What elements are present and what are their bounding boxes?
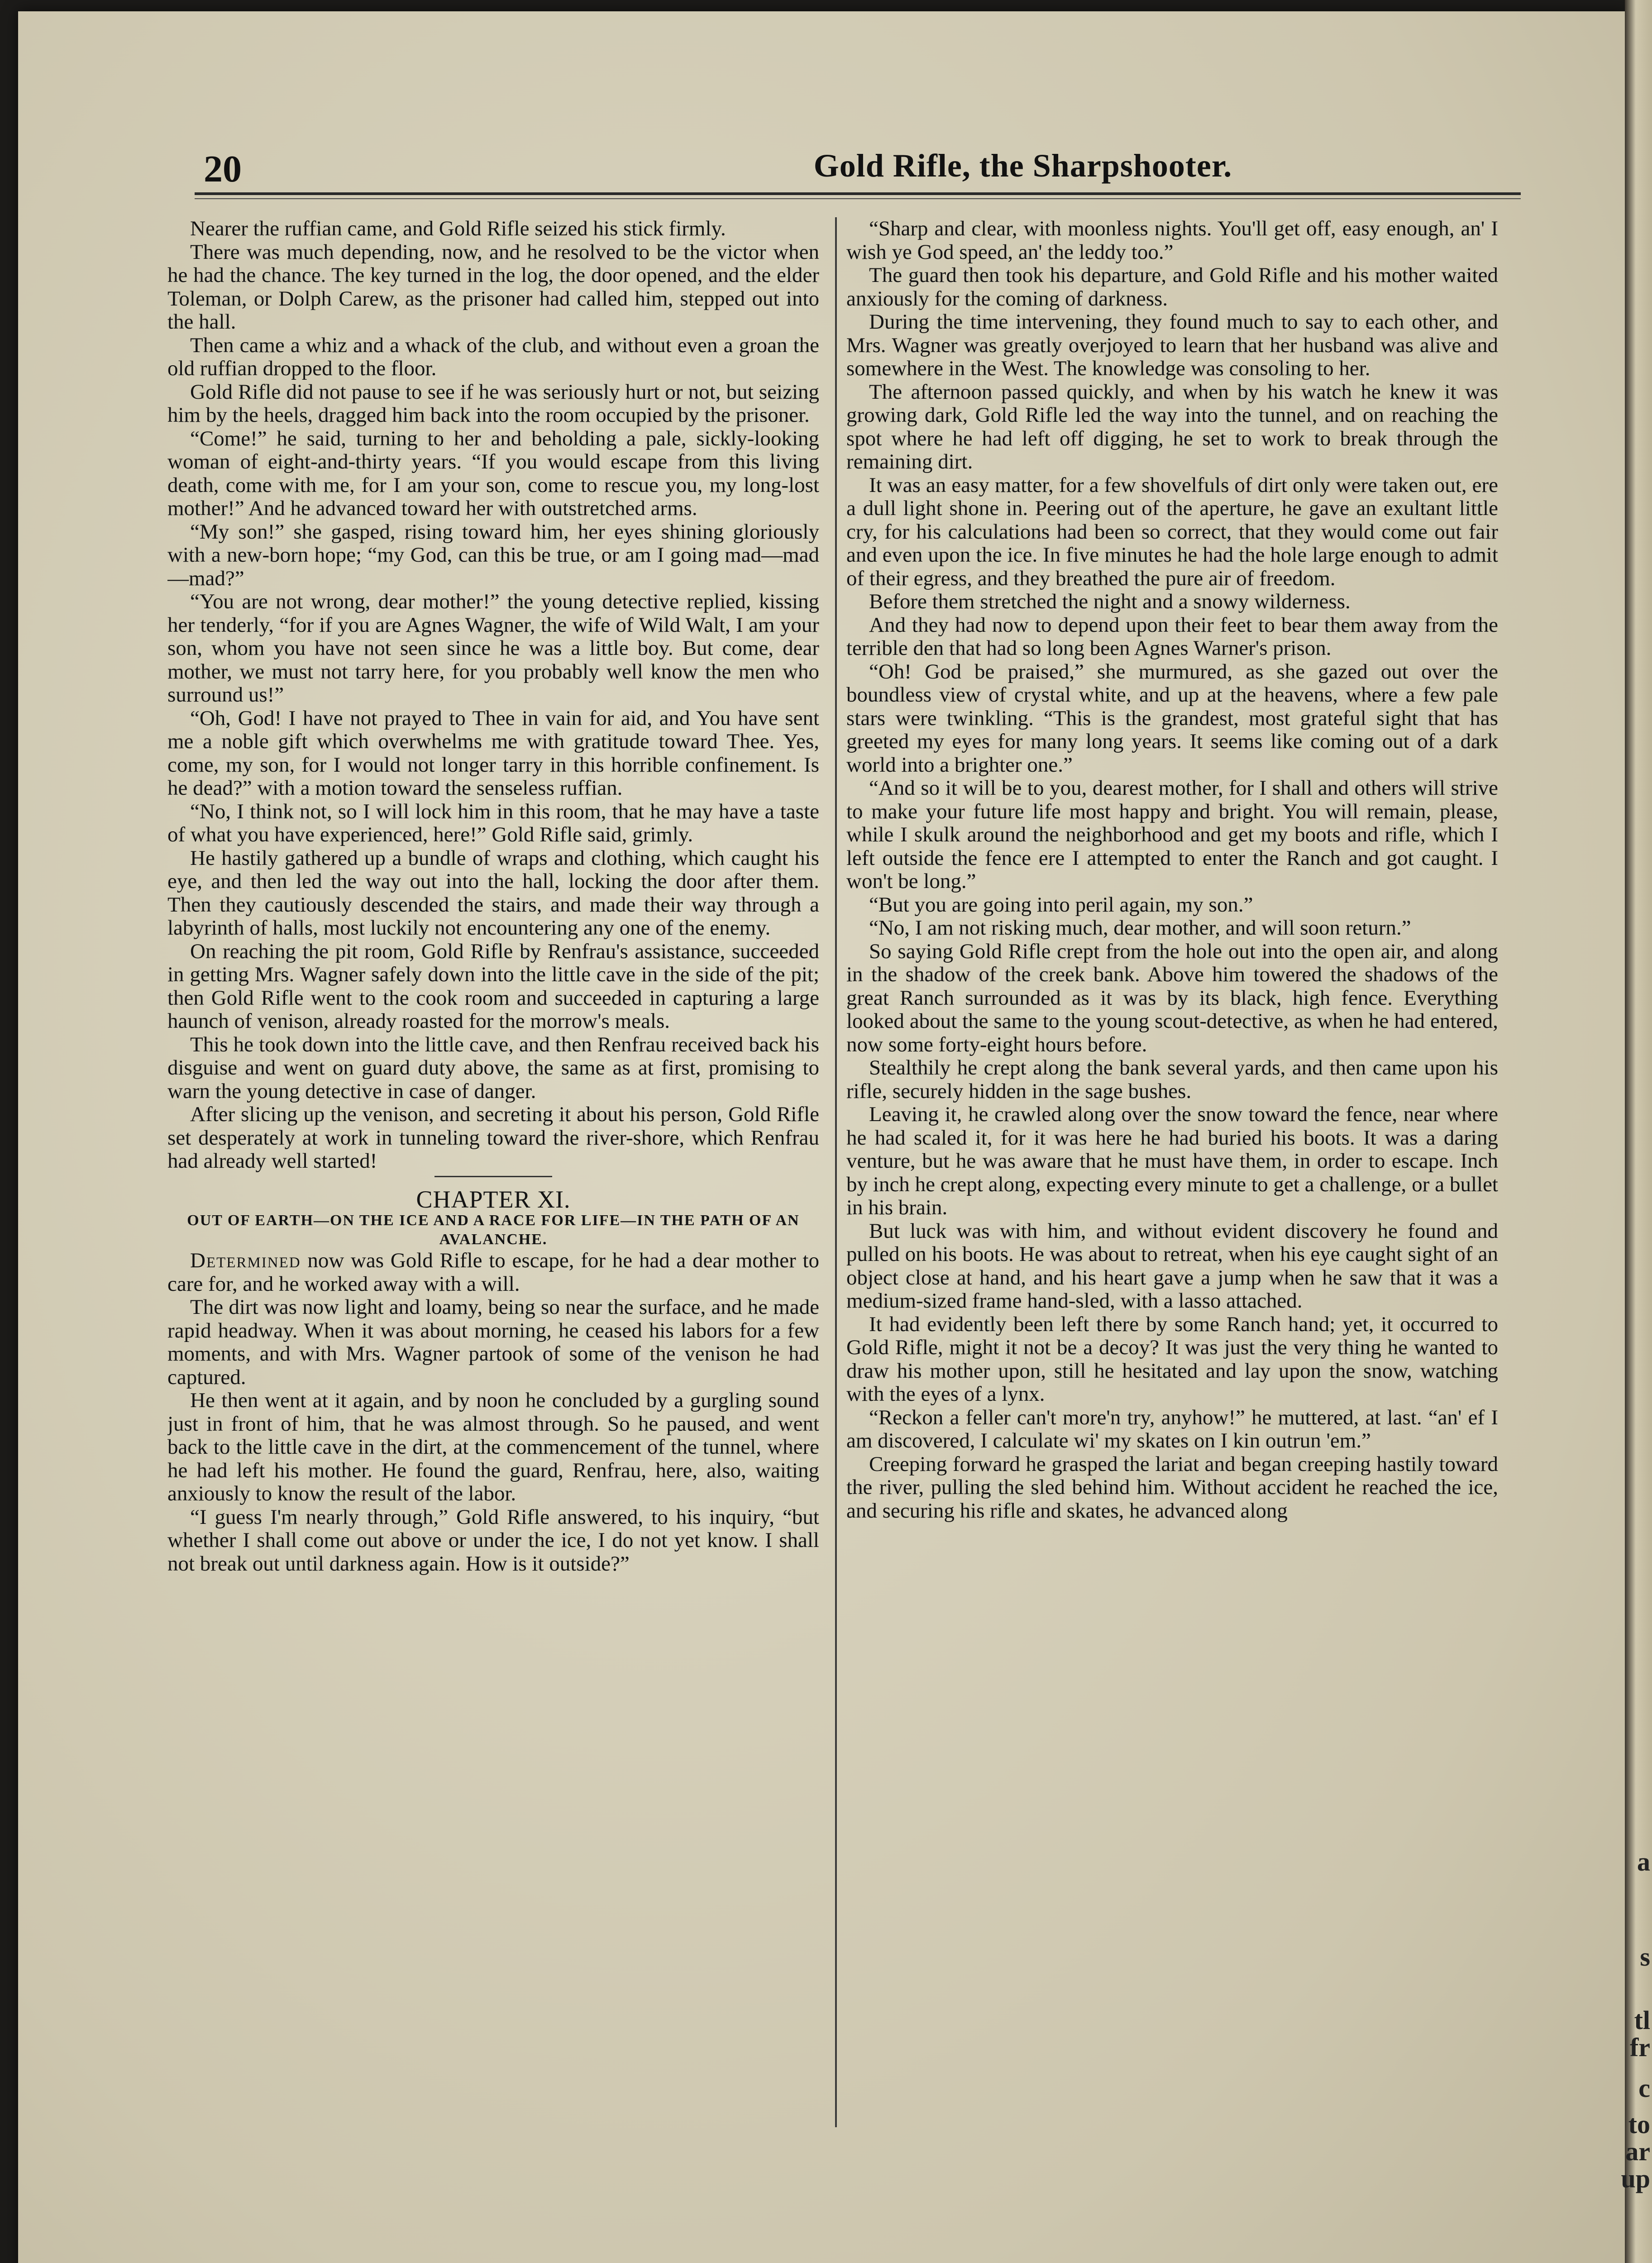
page-header xyxy=(186,143,1534,192)
edge-fragment: ar xyxy=(1625,2137,1650,2166)
paragraph: It was an easy matter, for a few shovelfuls of dirt only were taken out, ere a dull light shone in. Peering out of the aperture, he gave an exultant little cry, for his calculations had been so correct, that they would come out fair and even upon the ice. In five minutes he had the hole large enough to admit of their egress, and they breathed the pure air of freedom. xyxy=(846,473,1498,590)
chapter-subtitle: OUT OF EARTH—ON THE ICE AND A RACE FOR LIFE—IN THE PATH OF AN AVALANCHE. xyxy=(187,1212,800,1248)
paragraph: So saying Gold Rifle crept from the hole out into the open air, and along in the shadow of the creek bank. Above him towered the shadows of the great Ranch surrounded as it was by its black, high fence. Everything looked about the same to the young scout-detective, as when he had entered, now some forty-eight hours before. xyxy=(846,939,1498,1056)
paragraph: Before them stretched the night and a snowy wilderness. xyxy=(869,590,1351,613)
paragraph: “No, I am not risking much, dear mother, and will soon return.” xyxy=(869,916,1411,940)
paragraph: “My son!” she gasped, rising toward him, her eyes shining gloriously with a new-born hope; “my God, can this be true, or am I going mad—mad—mad?” xyxy=(167,520,819,590)
paragraph: This he took down into the little cave, and then Renfrau received back his disguise and went on guard duty above, the same as at first, promising to warn the young detective in case of danger. xyxy=(167,1032,819,1103)
paragraph: “No, I think not, so I will lock him in this room, that he may have a taste of what you have experienced, here!” Gold Rifle said, grimly. xyxy=(167,799,819,846)
paragraph: And they had now to depend upon their feet to bear them away from the terrible den that had so long been Agnes Warner's prison. xyxy=(846,613,1498,660)
page-number: 20 xyxy=(204,148,242,190)
paragraph: Nearer the ruffian came, and Gold Rifle seized his stick firmly. xyxy=(190,217,726,240)
paragraph: Stealthily he crept along the bank several yards, and then came upon his rifle, securely hidden in the sage bushes. xyxy=(846,1056,1498,1103)
chapter-rule xyxy=(434,1176,552,1177)
lead-word: Determined xyxy=(190,1249,301,1272)
edge-fragment: s xyxy=(1640,1942,1650,1972)
edge-fragment: tl xyxy=(1634,2005,1650,2035)
paragraph: “Oh! God be praised,” she murmured, as she gazed out over the boundless view of crystal white, and up at the heavens, where a few pale stars were twinkling. “This is the grandest, most grateful sight that has greeted my eyes for many long years. It seems like coming out of a dark world into a brighter one.” xyxy=(846,659,1498,777)
header-rule-thin xyxy=(195,198,1521,199)
paragraph: “Oh, God! I have not prayed to Thee in vain for aid, and You have sent me a noble gift which overwhelms me with gratitude toward Thee. Yes, come, my son, for I would not longer tarry in this horrible confinement. Is he dead?” with a motion toward the senseless ruffian. xyxy=(167,706,819,800)
paragraph: The afternoon passed quickly, and when by his watch he knew it was growing dark, Gold Rifle led the way into the tunnel, and on reaching the spot where he had left off digging, he set to work to break through the remaining dirt. xyxy=(846,380,1498,473)
paragraph: It had evidently been left there by some Ranch hand; yet, it occurred to Gold Rifle, might it not be a decoy? It was just the very thing he wanted to draw his mother upon, still he hesitated and lay upon the snow, watching with the eyes of a lynx. xyxy=(846,1312,1498,1406)
paragraph: Creeping forward he grasped the lariat and began creeping hastily toward the river, pulling the sled behind him. Without accident he reached the ice, and securing his rifle and skates, he advanced along xyxy=(846,1452,1498,1523)
paragraph: During the time intervening, they found much to say to each other, and Mrs. Wagner was greatly overjoyed to learn that her husband was alive and somewhere in the West. The knowledge was consoling to her. xyxy=(846,310,1498,380)
paragraph: “But you are going into peril again, my son.” xyxy=(869,893,1253,917)
edge-fragment: a xyxy=(1637,1847,1650,1876)
paragraph: “Come!” he said, turning to her and beholding a pale, sickly-looking woman of eight-and-thirty years. “If you would escape from this living death, come with me, for I am your son, come to rescue you, my long-lost mother!” And he advanced toward her with outstretched arms. xyxy=(167,426,819,520)
header-rule xyxy=(195,192,1521,195)
paragraph: “Reckon a feller can't more'n try, anyhow!” he muttered, at last. “an' ef I am discovered, I calculate wi' my skates on I kin outrun 'em.” xyxy=(846,1405,1498,1452)
edge-fragment: fr xyxy=(1629,2033,1650,2062)
paragraph xyxy=(167,1249,819,1296)
paragraph: Leaving it, he crawled along over the snow toward the fence, near where he had scaled it, for it was here he had buried his boots. It was a daring venture, but he was aware that he must have them, in order to escape. Inch by inch he crept along, expecting every minute to get a challenge, or a bullet in his brain. xyxy=(846,1103,1498,1219)
column-divider xyxy=(835,217,837,2127)
paragraph-text: now was Gold Rifle to escape, for he had a dear mother to care for, and he worked away with a will. xyxy=(167,1249,819,1296)
paragraph: “I guess I'm nearly through,” Gold Rifle answered, to his inquiry, “but whether I shall come out above or under the ice, I do not yet know. I shall not break out until darkness again. How is it outside?” xyxy=(167,1505,819,1576)
edge-fragment: up xyxy=(1621,2164,1650,2193)
paragraph: Then came a whiz and a whack of the club, and without even a groan the old ruffian dropped to the floor. xyxy=(167,333,819,380)
chapter-title: CHAPTER XI. xyxy=(416,1185,571,1213)
paragraph: He hastily gathered up a bundle of wraps and clothing, which caught his eye, and then led the way out into the hall, locking the door after them. Then they cautiously descended the stairs, and made their way through a labyrinth of halls, most luckily not encountering any one of the enemy. xyxy=(167,846,819,940)
right-column xyxy=(846,217,1498,2163)
paragraph: “You are not wrong, dear mother!” the young detective replied, kissing her tenderly, “for if you are Agnes Wagner, the wife of Wild Walt, I am your son, whom you have not seen since he was a little boy. But come, dear mother, we must not tarry here, for you probably well know the men who surround us!” xyxy=(167,590,819,707)
paragraph: After slicing up the venison, and secreting it about his person, Gold Rifle set desperately at work in tunneling toward the river-shore, which Renfrau had already well started! xyxy=(167,1103,819,1173)
paragraph: There was much depending, now, and he resolved to be the victor when he had the chance. The key turned in the log, the door opened, and the elder Toleman, or Dolph Carew, as the prisoner had called him, stepped out into the hall. xyxy=(167,240,819,334)
paragraph: He then went at it again, and by noon he concluded by a gurgling sound just in front of him, that he was almost through. So he paused, and went back to the little cave in the dirt, at the commencement of the tunnel, where he had left his mother. He found the guard, Renfrau, here, also, waiting anxiously to know the result of the labor. xyxy=(167,1389,819,1505)
running-title: Gold Rifle, the Sharpshooter. xyxy=(813,148,1232,184)
left-column xyxy=(167,217,819,2163)
paragraph: The guard then took his departure, and Gold Rifle and his mother waited anxiously for the coming of darkness. xyxy=(846,263,1498,310)
paragraph: On reaching the pit room, Gold Rifle by Renfrau's assistance, succeeded in getting Mrs. Wagner safely down into the little cave in the side of the pit; then Gold Rifle went to the cook room and succeeded in capturing a large haunch of venison, already roasted for the morrow's meals. xyxy=(167,939,819,1033)
paragraph: “And so it will be to you, dearest mother, for I shall and others will strive to make your future life most happy and bright. You will remain, please, while I skulk around the neighborhood and get my boots and rifle, which I left outside the fence ere I attempted to enter the Ranch and got caught. I won't be long.” xyxy=(846,776,1498,893)
next-page-edge xyxy=(1621,0,1652,2263)
edge-fragment: c xyxy=(1638,2073,1650,2103)
paragraph: “Sharp and clear, with moonless nights. You'll get off, easy enough, an' I wish ye God speed, an' the leddy too.” xyxy=(846,217,1498,264)
edge-fragment: to xyxy=(1628,2110,1650,2139)
paragraph: But luck was with him, and without evident discovery he found and pulled on his boots. He was about to retreat, when his eye caught sight of an object close at hand, and his heart gave a jump when he saw that it was a medium-sized frame hand-sled, with a lasso attached. xyxy=(846,1219,1498,1313)
paragraph: The dirt was now light and loamy, being so near the surface, and he made rapid headway. When it was about morning, he ceased his labors for a few moments, and with Mrs. Wagner partook of some of the venison he had captured. xyxy=(167,1295,819,1389)
paragraph: Gold Rifle did not pause to see if he was seriously hurt or not, but seizing him by the heels, dragged him back into the room occupied by the prisoner. xyxy=(167,380,819,427)
